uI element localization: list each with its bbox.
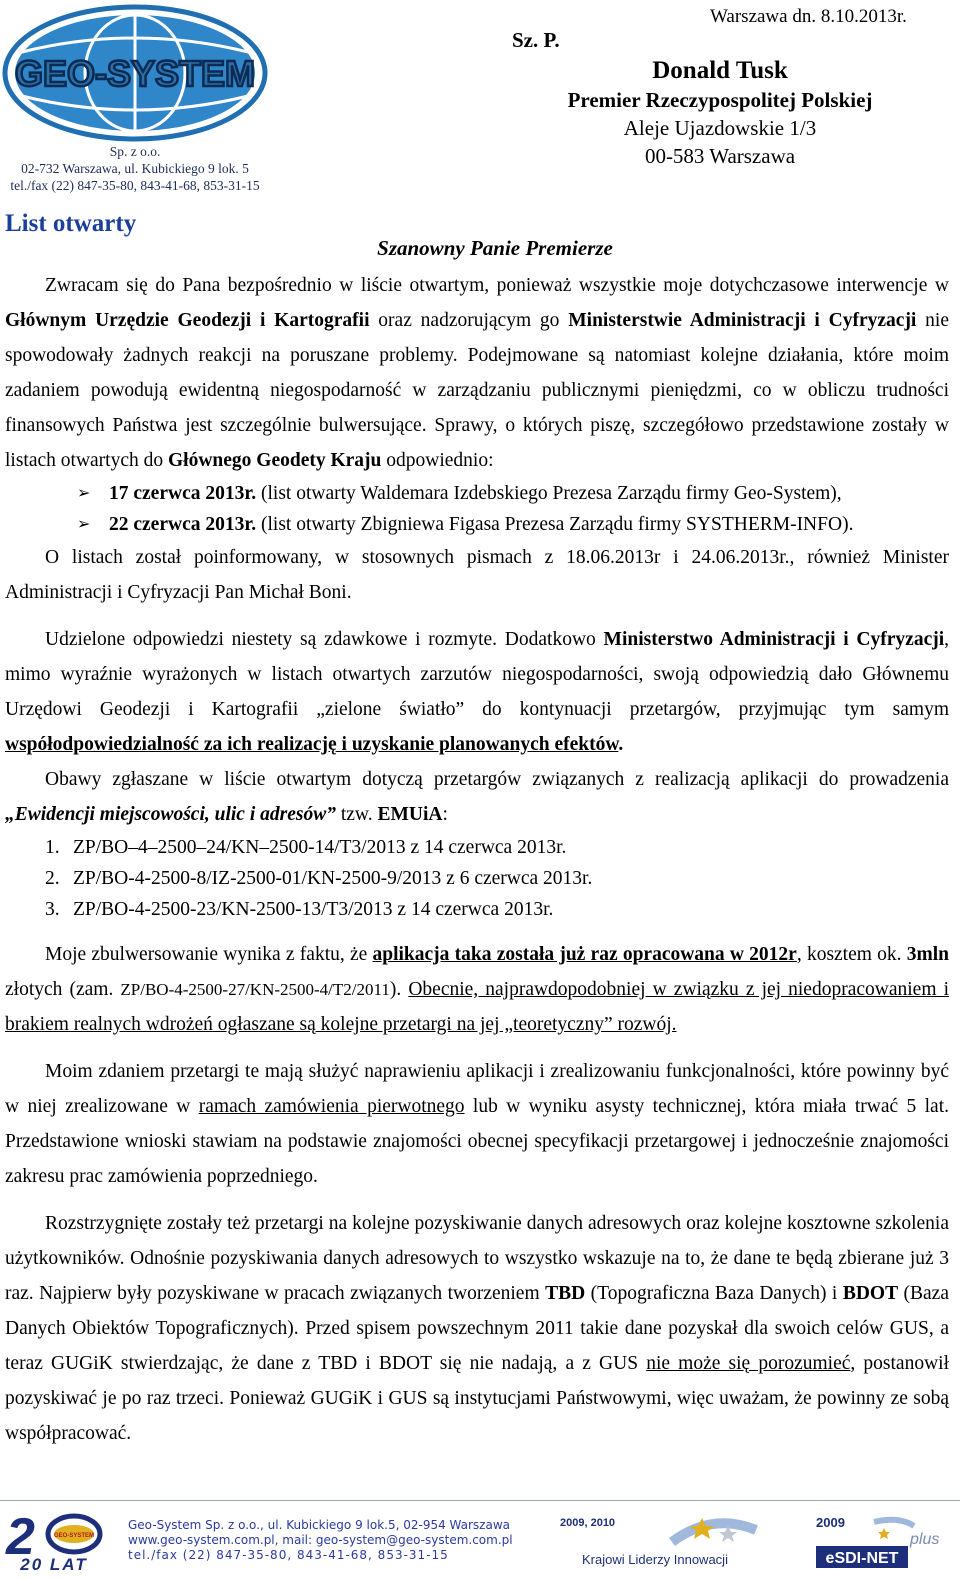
list-item: ➢ 17 czerwca 2013r. (list otwarty Waldemara Izdebskiego Prezesa Zarządu firmy Geo-System), — [77, 478, 949, 509]
salutation-short: Sz. P. — [512, 28, 560, 52]
award-years: 2009, 2010 — [560, 1517, 616, 1529]
letter-date: Warszawa dn. 8.10.2013r. — [710, 6, 907, 27]
list-item: 2. ZP/BO-4-2500-8/IZ-2500-01/KN-2500-9/2013 z 6 czerwca 2013r. — [45, 868, 593, 889]
arrow-bullet-icon: ➢ — [77, 516, 91, 533]
badge-text: GEO-SYSTEM — [53, 1533, 95, 1539]
anniversary-logo — [4, 1510, 104, 1572]
footer-line: www.geo-system.com.pl, mail: geo-system@geo-system.com.pl — [128, 1533, 513, 1547]
company-line: Sp. z o.o. — [109, 144, 161, 159]
esdi-year: 2009 — [816, 1515, 845, 1530]
list-item: 3. ZP/BO-4-2500-23/KN-2500-13/T3/2013 z 14 czerwca 2013r. — [45, 899, 554, 920]
krajowi-liderzy-logo — [552, 1512, 762, 1570]
esdi-name: eSDI-NET — [825, 1550, 899, 1567]
esdi-net-logo — [814, 1514, 942, 1570]
footer-line: tel./fax (22) 847-35-80, 843-41-68, 853-31-15 — [128, 1548, 449, 1562]
award-name: Krajowi Liderzy Innowacji — [582, 1552, 728, 1567]
list-item: ➢ 22 czerwca 2013r. (list otwarty Zbigniewa Figasa Prezesa Zarządu firmy SYSTHERM-INFO). — [77, 509, 949, 540]
paragraph-3: Udzielone odpowiedzi niestety są zdawkowe i rozmyte. Dodatkowo Ministerstwo Administracji i Cyfryzacji, mimo wyraźnie wyrażonych w listach otwartych zarzutów niegospodarności, swoją odpowiedzią dało Głównemu Urzędowi Geodezji i Kartografii „zielone światło” do kontynuacji przetargów, przyjmując tym samym współodpowiedzialność za ich realizację i uzyskanie planowanych efektów. — [5, 629, 950, 755]
greeting: Szanowny Panie Premierze — [377, 236, 613, 260]
logo-text: GEO-SYSTEM — [14, 53, 256, 94]
recipient-title: Premier Rzeczypospolitej Polskiej — [567, 88, 873, 112]
paragraph-6: Moim zdaniem przetargi te mają służyć naprawieniu aplikacji i zrealizowaniu funkcjonalności, które powinny być w niej zrealizowane w ramach zamówienia pierwotnego lub w wyniku asysty technicznej, która miała trwać 5 lat. Przedstawione wnioski stawiam na podstawie znajomości obecnej specyfikacji przetargowej i jednocześnie znajomości zakresu prac zamówienia poprzedniego. — [5, 1061, 950, 1187]
geo-system-logo — [2, 4, 268, 142]
anniversary-text: 20 LAT — [20, 1555, 88, 1572]
company-line: 02-732 Warszawa, ul. Kubickiego 9 lok. 5 — [21, 161, 249, 176]
letter-body — [5, 268, 949, 1451]
recipient-block — [520, 56, 920, 170]
document-title: List otwarty — [5, 210, 137, 237]
recipient-name: Donald Tusk — [652, 57, 788, 84]
paragraph-1: Zwracam się do Pana bezpośrednio w liście otwartym, ponieważ wszystkie moje dotychczasowe interwencje w Głównym Urzędzie Geodezji i Kartografii oraz nadzorującym go Ministerstwie Administracji i Cyfryzacji nie spowodowały żadnych reakcji na poruszane problemy. Podejmowane są natomiast kolejne działania, które moim zadaniem powodują ewidentną niegospodarność w zarządzaniu publicznymi pieniędzmi, co w obliczu trudności finansowych Państwa jest szczególnie bulwersujące. Sprawy, o których piszę, szczegółowo przedstawione zostały w listach otwartych do Głównego Geodety Kraju odpowiednio: — [5, 275, 949, 471]
paragraph-7: Rozstrzygnięte zostały też przetargi na kolejne pozyskiwanie danych adresowych oraz kolejne kosztowne szkolenia użytkowników. Odnośnie pozyskiwania danych adresowych to wszystko wskazuje na to, że dane te będą zbierane już 3 raz. Najpierw były pozyskiwane w pracach związanych tworzeniem TBD (Topograficzna Baza Danych) i BDOT (Baza Danych Obiektów Topograficznych). Przed spisem powszechnym 2011 takie dane pozyskał dla swoich celów GUS, a teraz GUGiK stwierdzając, że dane z TBD i BDOT się nie nadają, a z GUS nie może się porozumieć, postanowił pozyskiwać je po raz trzeci. Ponieważ GUGiK i GUS są instytucjami Państwowymi, więc uważam, że powinny ze sobą współpracować. — [5, 1213, 949, 1444]
paragraph-2: O listach został poinformowany, w stosownych pismach z 18.06.2013r i 24.06.2013r., również Minister Administracji i Cyfryzacji Pan Michał Boni. — [5, 547, 949, 603]
esdi-plus: plus — [910, 1531, 940, 1548]
arrow-bullet-icon: ➢ — [77, 485, 91, 502]
company-address — [0, 143, 270, 194]
recipient-street: Aleje Ujazdowskie 1/3 — [623, 116, 817, 140]
footer-line: Geo-System Sp. z o.o., ul. Kubickiego 9 lok.5, 02-954 Warszawa — [128, 1518, 510, 1532]
letters-list — [5, 478, 949, 540]
company-line: tel./fax (22) 847-35-80, 843-41-68, 853-31-15 — [10, 178, 260, 193]
svg-text:2: 2 — [6, 1510, 35, 1566]
footer-contact — [128, 1518, 513, 1563]
list-item: 1. ZP/BO–4–2500–24/KN–2500-14/T3/2013 z 14 czerwca 2013r. — [45, 837, 567, 858]
recipient-city: 00-583 Warszawa — [644, 144, 796, 168]
footer-divider — [0, 1500, 960, 1501]
paragraph-4: Obawy zgłaszane w liście otwartym dotyczą przetargów związanych z realizacją aplikacji do prowadzenia „Ewidencji miejscowości, ulic i adresów” tzw. EMUiA: — [5, 769, 949, 825]
paragraph-5: Moje zbulwersowanie wynika z faktu, że aplikacja taka została już raz opracowana w 2012r, kosztem ok. 3mln złotych (zam. ZP/BO-4-2500-27/KN-2500-4/T2/2011). Obecnie, najprawdopodobniej w związku z jej niedopracowaniem i brakiem realnych wdrożeń ogłaszane są kolejne przetargi na jej „teoretyczny” rozwój. — [5, 944, 950, 1035]
tenders-list — [5, 832, 949, 925]
